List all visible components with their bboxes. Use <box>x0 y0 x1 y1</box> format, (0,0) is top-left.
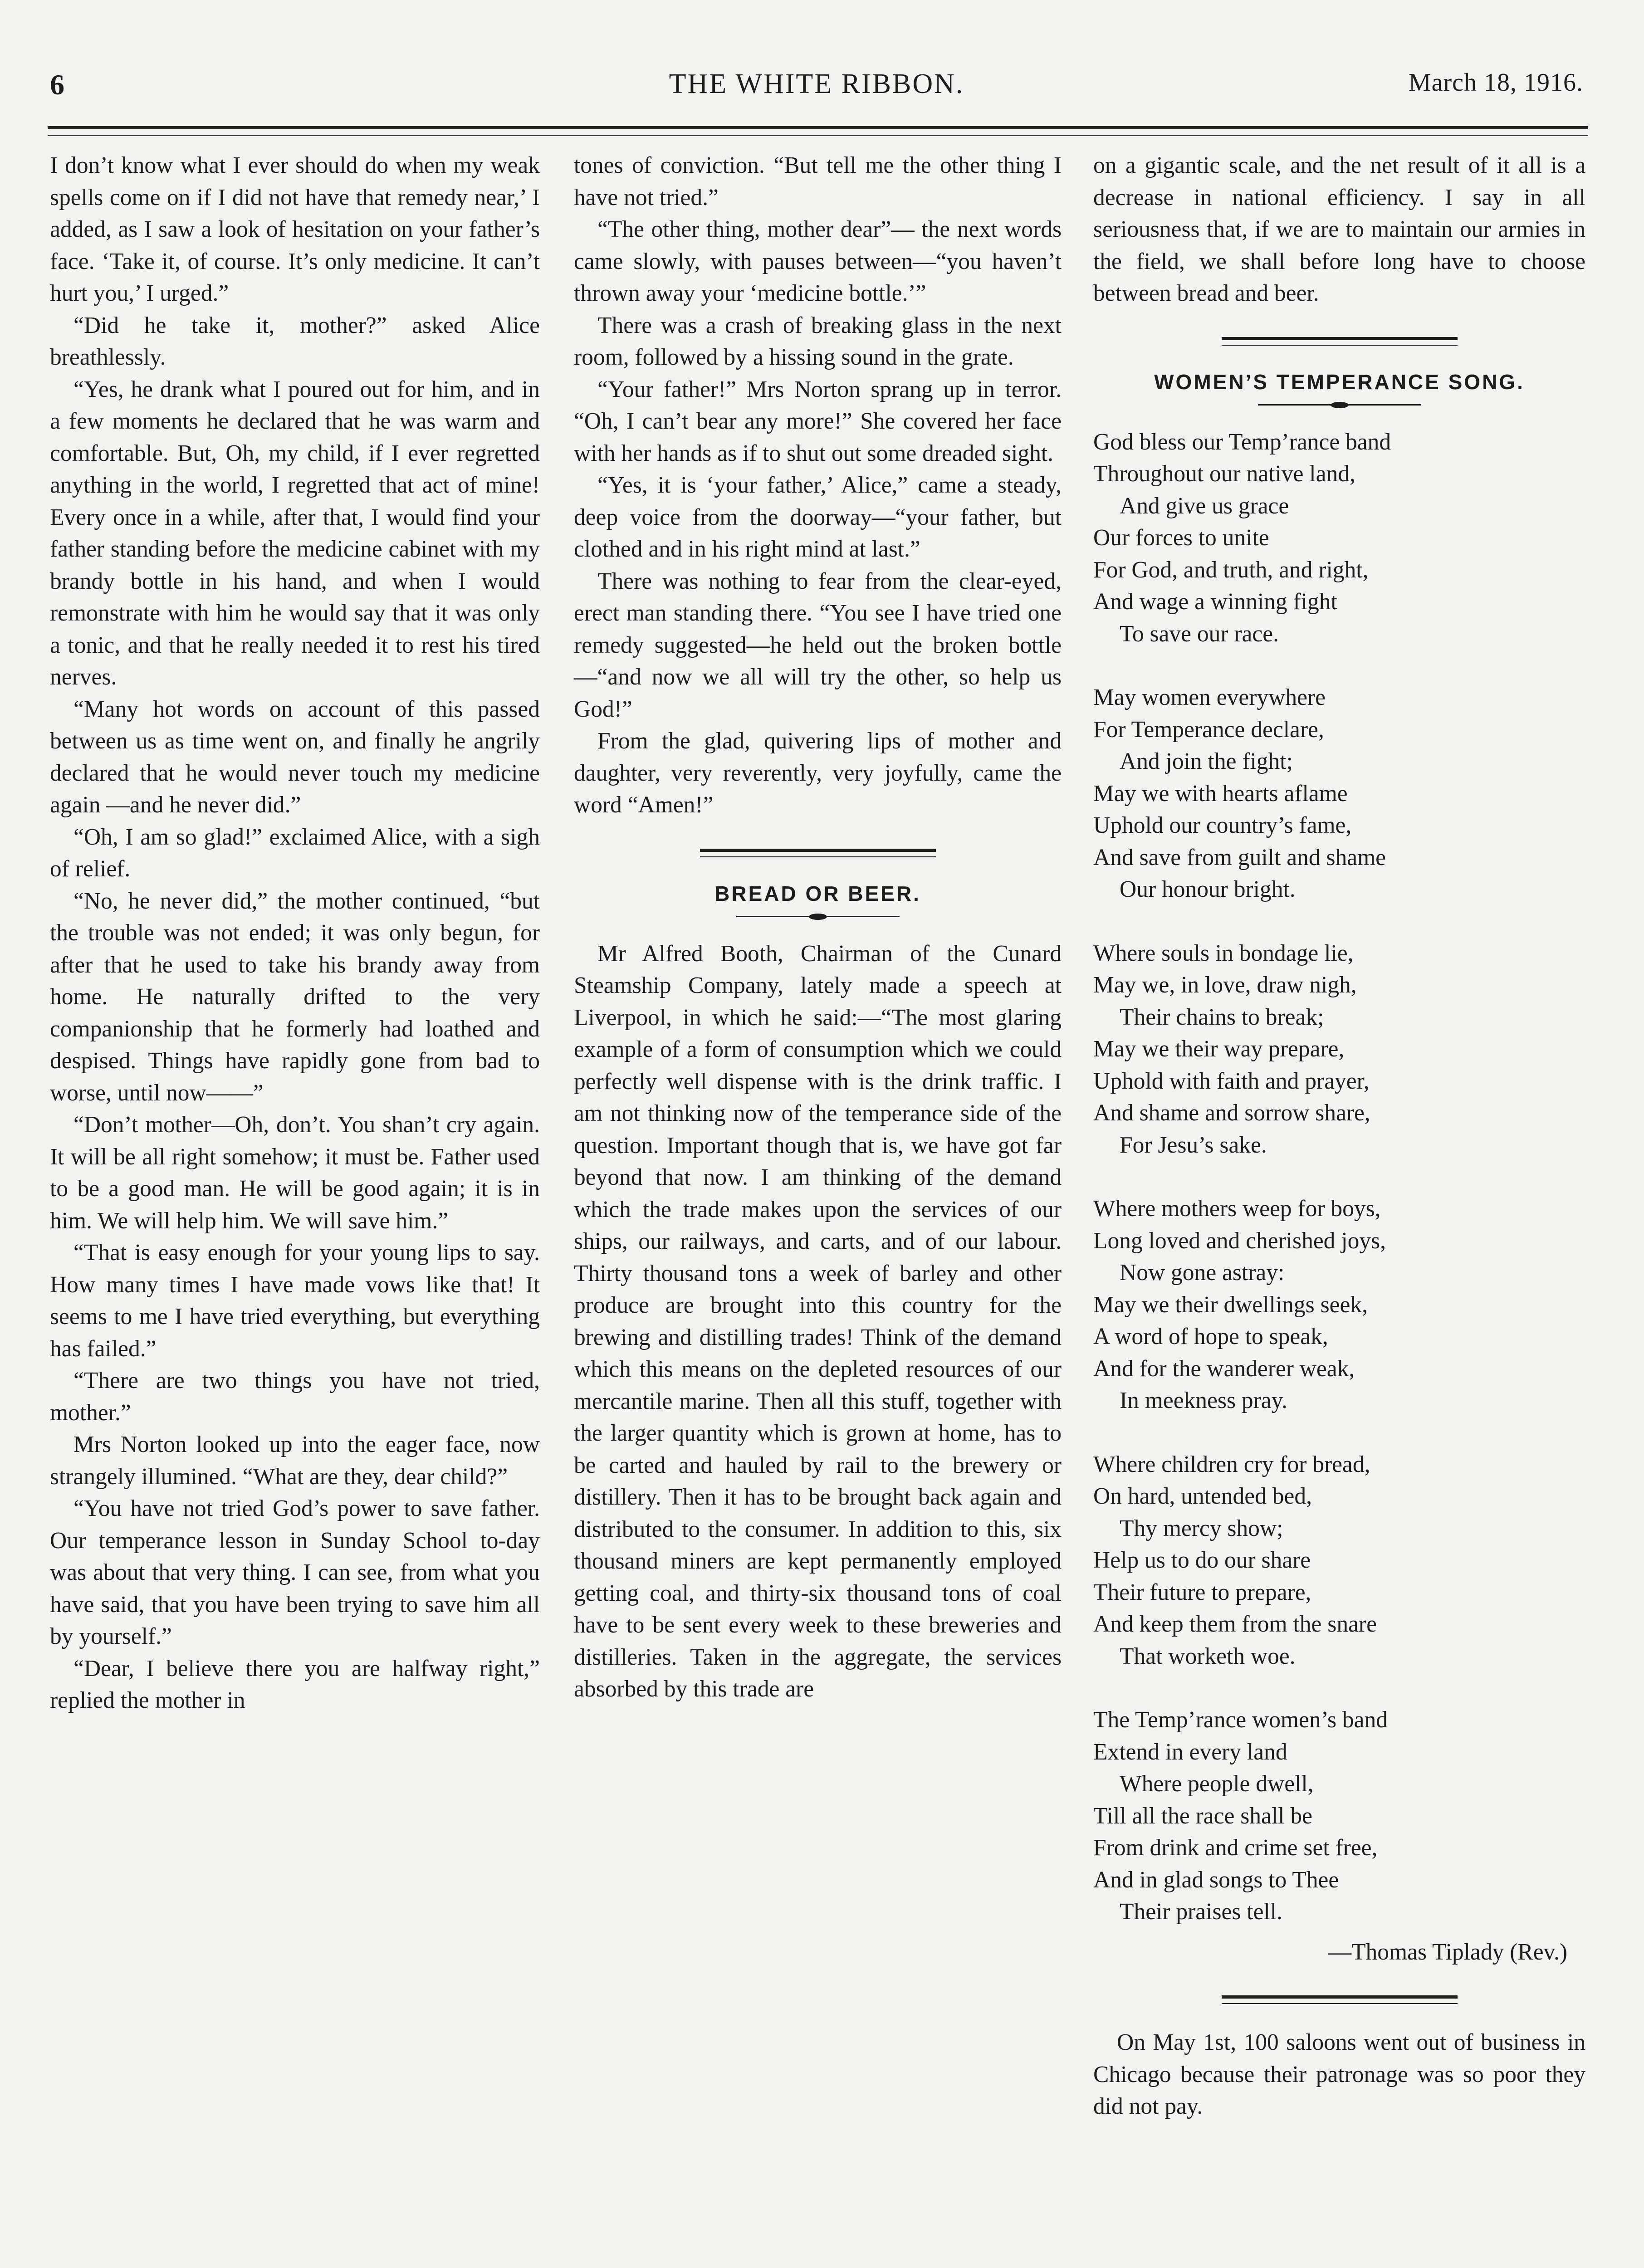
poem-line: May women everywhere <box>1093 684 1326 710</box>
poem-stanza <box>1093 938 1585 1162</box>
poem-line: Our forces to unite <box>1093 525 1269 551</box>
story-paragraph: I don’t know what I ever should do when my weak spells come on if I did not have that remedy near,’ I added, as I saw a look of hesitation on your father’s face. ‘Take it, of course. It’s only medicine. It can’t hurt you,’ I urged.” <box>50 152 540 306</box>
poem-stanza <box>1093 1449 1585 1673</box>
poem-stanza <box>1093 1704 1585 1928</box>
poem-line: Where children cry for bread, <box>1093 1451 1370 1477</box>
poem-line: Our honour bright. <box>1120 876 1296 902</box>
story-paragraph: “Many hot words on account of this passed between us as time went on, and finally he angrily declared that he would never touch my medicine again —and he never did.” <box>50 696 540 818</box>
story-paragraph: There was nothing to fear from the clear-eyed, erect man standing there. “You see I have tried one remedy suggested—he held out the broken bottle—“and now we all will try the other, so help us God!” <box>574 568 1062 722</box>
story-paragraph: Mrs Norton looked up into the eager face, now strangely illumined. “What are they, dear child?” <box>50 1432 540 1490</box>
poem-line: And save from guilt and shame <box>1093 844 1386 870</box>
story-paragraph: From the glad, quivering lips of mother and daughter, very reverently, very joyfully, came the word “Amen!” <box>574 728 1062 818</box>
story-paragraph: “Did he take it, mother?” asked Alice breathlessly. <box>50 312 540 370</box>
poem-line: And wage a winning fight <box>1093 589 1337 615</box>
poem-line: Thy mercy show; <box>1120 1515 1283 1541</box>
poem-line: May we their way prepare, <box>1093 1036 1345 1062</box>
poem-line: Uphold with faith and prayer, <box>1093 1068 1370 1094</box>
closing-note: On May 1st, 100 saloons went out of business in Chicago because their patronage was so poor they did not pay. <box>1093 2029 1585 2119</box>
poem-line: Throughout our native land, <box>1093 461 1355 487</box>
poem-line: Where mothers weep for boys, <box>1093 1196 1381 1222</box>
poem-line: And give us grace <box>1120 493 1289 519</box>
story-paragraph: “Dear, I believe there you are halfway right,” replied the mother in <box>50 1655 540 1713</box>
column-1 <box>50 150 540 1717</box>
story-paragraph: “The other thing, mother dear”— the next words came slowly, with pauses between—“you haven’t thrown away your ‘medicine bottle.’” <box>574 216 1062 306</box>
poem-line: To save our race. <box>1120 621 1279 647</box>
story-paragraph: “Oh, I am so glad!” exclaimed Alice, with a sigh of relief. <box>50 824 540 882</box>
story-paragraph: “Don’t mother—Oh, don’t. You shan’t cry again. It will be all right somehow; it must be. Father used to be a good man. He will be good again; it is in him. We will help him. We will save him.” <box>50 1112 540 1234</box>
story-paragraph: “There are two things you have not tried, mother.” <box>50 1368 540 1426</box>
story-paragraph: There was a crash of breaking glass in the next room, followed by a hissing sound in the grate. <box>574 312 1062 370</box>
poem-line: The Temp’rance women’s band <box>1093 1707 1388 1733</box>
story-paragraph: “No, he never did,” the mother continued, “but the trouble was not ended; it was only begun, for after that he used to take his brandy away from home. He naturally drifted to the very companionship that he formerly had loathed and despised. Things have rapidly gone from bad to worse, until now——” <box>50 888 540 1106</box>
column-2 <box>574 150 1062 1706</box>
section-divider <box>700 849 936 857</box>
poem-line: In meekness pray. <box>1120 1388 1287 1413</box>
story-paragraph: “Your father!” Mrs Norton sprang up in terror. “Oh, I can’t bear any more!” She covered her face with her hands as if to shut out some dreaded sight. <box>574 376 1062 466</box>
story-paragraph: “Yes, he drank what I poured out for him, and in a few moments he declared that he was warm and comfortable. But, Oh, my child, if I ever regretted anything in the world, I regretted that act of mine! Every once in a while, after that, I would find your father standing before the medicine cabinet with my brandy bottle in his hand, and when I would remonstrate with him he would say that it was only a tonic, and that he really needed it to rest his tired nerves. <box>50 376 540 690</box>
poem-line: Where people dwell, <box>1120 1771 1314 1797</box>
paper-title: THE WHITE RIBBON. <box>669 68 964 99</box>
article-heading: BREAD OR BEER. <box>714 881 921 905</box>
poem-line: On hard, untended bed, <box>1093 1483 1312 1509</box>
poem-line: Their future to prepare, <box>1093 1579 1311 1605</box>
poem-line: And join the fight; <box>1120 748 1293 774</box>
poem-line: And for the wanderer weak, <box>1093 1355 1355 1382</box>
header-rule-thin <box>48 135 1588 136</box>
story-paragraph: “You have not tried God’s power to save father. Our temperance lesson in Sunday School to-day was about that very thing. I can see, from what you have said, that you have been trying to save him all by yourself.” <box>50 1496 540 1649</box>
poem-line: Extend in every land <box>1093 1739 1287 1765</box>
story-paragraph: tones of conviction. “But tell me the other thing I have not tried.” <box>574 152 1062 210</box>
poem-line: May we, in love, draw nigh, <box>1093 972 1357 998</box>
song-heading: WOMEN’S TEMPERANCE SONG. <box>1154 370 1525 394</box>
poem-line: A word of hope to speak, <box>1093 1324 1328 1349</box>
poem-line: May we with hearts aflame <box>1093 780 1348 807</box>
poem-line: Uphold our country’s fame, <box>1093 812 1352 838</box>
section-divider <box>1222 1995 1458 2004</box>
poem-line: Long loved and cherished joys, <box>1093 1227 1386 1254</box>
story-paragraph: “Yes, it is ‘your father,’ Alice,” came a steady, deep voice from the doorway—“your father, but clothed and in his right mind at last.” <box>574 472 1062 562</box>
poem-line: May we their dwellings seek, <box>1093 1291 1368 1318</box>
poem-stanza <box>1093 426 1585 650</box>
poem-line: Help us to do our share <box>1093 1547 1311 1573</box>
poem-line: Where souls in bondage lie, <box>1093 940 1354 966</box>
poem-line: Till all the race shall be <box>1093 1803 1312 1829</box>
issue-date: March 18, 1916. <box>1408 68 1583 97</box>
poem-line: That worketh woe. <box>1120 1643 1296 1669</box>
column-3 <box>1093 150 1585 2123</box>
poem-stanza <box>1093 1193 1585 1417</box>
poem-stanza <box>1093 682 1585 906</box>
masthead <box>50 68 1583 118</box>
story-paragraph: “That is easy enough for your young lips to say. How many times I have made vows like that! It seems to me I have tried everything, but everything has failed.” <box>50 1240 540 1362</box>
poem-attribution: —Thomas Tiplady (Rev.) <box>1328 1939 1567 1965</box>
poem-line: Their praises tell. <box>1120 1899 1282 1925</box>
poem-line: Now gone astray: <box>1120 1260 1285 1286</box>
article-paragraph: Mr Alfred Booth, Chairman of the Cunard Steamship Company, lately made a speech at Liverpool, in which he said:—“The most glaring example of a form of consumption which we could perfectly well dispense with is the drink traffic. I am not thinking now of the temperance side of the question. Important though that is, we have got far beyond that now. I am thinking of the demand which the trade makes upon the services of our ships, our railways, and carts, and of our labour. Thirty thousand tons a week of barley and other produce are brought into this country for the brewing and distilling trades! Think of the demand which this means on the depleted resources of our mercantile marine. Then all this stuff, together with the larger quantity which is grown at home, has to be carted and hauled by rail to the brewery or distillery. Then it has to be brought back again and distributed to the consumer. In addition to this, six thousand miners are kept permanently employed getting coal, and thirty-six thousand tons of coal have to be sent every week to these breweries and distilleries. Taken in the aggregate, the services absorbed by this trade are <box>574 940 1062 1702</box>
poem-line: Their chains to break; <box>1120 1004 1324 1030</box>
heading-ornament <box>1258 402 1421 408</box>
poem-line: For Temperance declare, <box>1093 716 1324 743</box>
song-poem <box>1093 426 1585 1969</box>
page-number: 6 <box>50 68 64 101</box>
heading-ornament <box>736 914 900 920</box>
section-divider <box>1222 337 1458 346</box>
article-continuation: on a gigantic scale, and the net result of it all is a decrease in national efficiency. I say in all seriousness that, if we are to maintain our armies in the field, we shall before long have to choose between bread and beer. <box>1093 152 1585 306</box>
header-rule <box>48 126 1588 129</box>
poem-line: God bless our Temp’rance band <box>1093 429 1391 455</box>
poem-line: And shame and sorrow share, <box>1093 1100 1370 1126</box>
poem-line: And keep them from the snare <box>1093 1611 1377 1637</box>
poem-line: For Jesu’s sake. <box>1120 1132 1267 1158</box>
poem-line: From drink and crime set free, <box>1093 1835 1378 1861</box>
poem-line: And in glad songs to Thee <box>1093 1867 1339 1893</box>
poem-line: For God, and truth, and right, <box>1093 557 1369 583</box>
